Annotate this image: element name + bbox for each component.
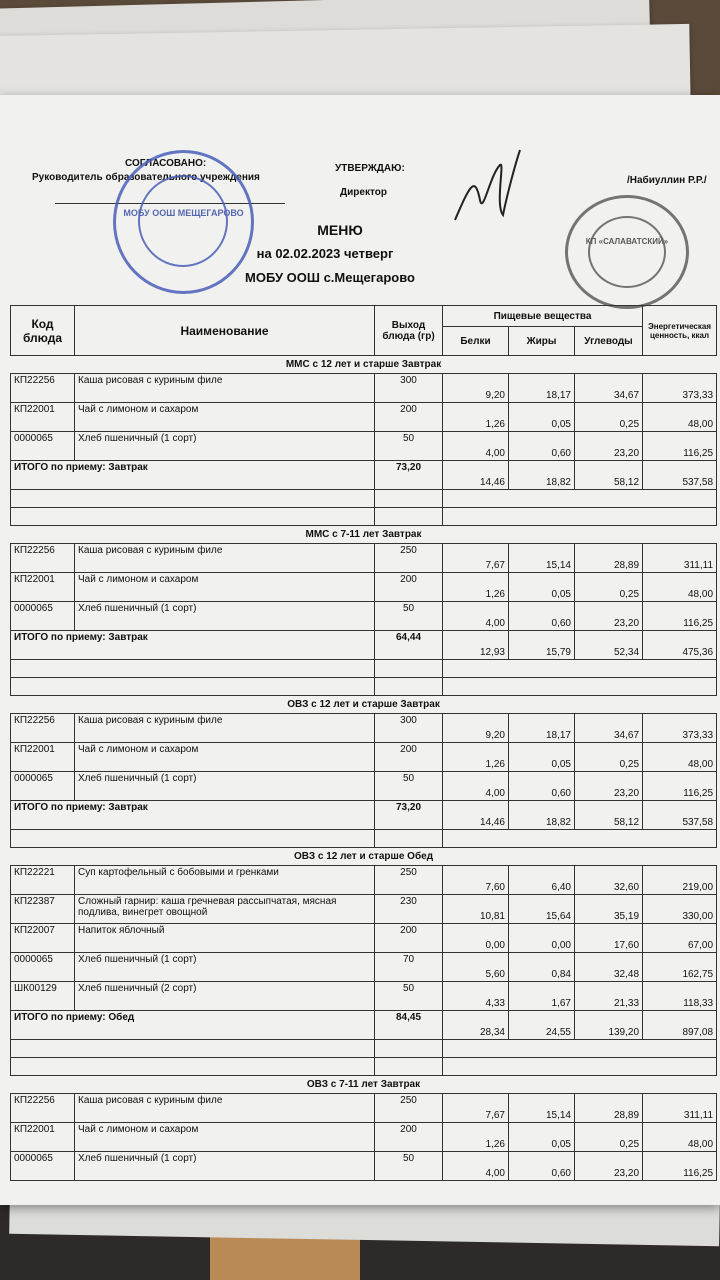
section-title: ОВЗ с 12 лет и старше Обед	[11, 848, 717, 866]
col-nutrients-header: Пищевые вещества	[443, 306, 643, 327]
section-header-row	[11, 696, 717, 714]
dish-name: Суп картофельный с бобовыми и гренками	[75, 866, 375, 895]
total-carbs: 139,20	[575, 1011, 643, 1040]
dish-name: Хлеб пшеничный (1 сорт)	[75, 602, 375, 631]
total-output: 73,20	[375, 801, 443, 830]
dish-energy: 116,25	[643, 772, 717, 801]
total-label: ИТОГО по приему: Завтрак	[11, 801, 375, 830]
dish-code: 0000065	[11, 1152, 75, 1181]
total-protein: 14,46	[443, 801, 509, 830]
table-row	[11, 1123, 717, 1152]
total-row	[11, 801, 717, 830]
supplier-stamp-icon: КП «САЛАВАТСКИЙ»	[565, 195, 689, 309]
dish-energy: 48,00	[643, 403, 717, 432]
total-energy: 537,58	[643, 801, 717, 830]
table-row	[11, 432, 717, 461]
dish-fat: 6,40	[509, 866, 575, 895]
table-row	[11, 544, 717, 573]
section-title: ММС с 7-11 лет Завтрак	[11, 526, 717, 544]
table-row	[11, 953, 717, 982]
dish-carbs: 32,48	[575, 953, 643, 982]
col-energy-header: Энергетическая ценность, ккал	[643, 306, 717, 356]
dish-protein: 10,81	[443, 895, 509, 924]
total-row	[11, 631, 717, 660]
section-header-row	[11, 1076, 717, 1094]
dish-protein: 1,26	[443, 1123, 509, 1152]
dish-carbs: 23,20	[575, 602, 643, 631]
total-fat: 18,82	[509, 801, 575, 830]
school-name: МОБУ ООШ с.Мещегарово	[245, 270, 415, 285]
dish-protein: 0,00	[443, 924, 509, 953]
dish-fat: 0,60	[509, 772, 575, 801]
dish-code: КП22001	[11, 743, 75, 772]
dish-code: 0000065	[11, 953, 75, 982]
agreed-label: СОГЛАСОВАНО:	[125, 158, 207, 169]
dish-carbs: 28,89	[575, 1094, 643, 1123]
dish-protein: 7,60	[443, 866, 509, 895]
dish-code: КП22001	[11, 573, 75, 602]
dish-carbs: 0,25	[575, 573, 643, 602]
dish-name: Сложный гарнир: каша гречневая рассыпчатая, мясная подлива, винегрет овощной	[75, 895, 375, 924]
dish-fat: 15,14	[509, 544, 575, 573]
dish-carbs: 23,20	[575, 432, 643, 461]
dish-name: Чай с лимоном и сахаром	[75, 403, 375, 432]
table-row	[11, 924, 717, 953]
dish-protein: 4,00	[443, 772, 509, 801]
director-name: /Набиуллин Р.Р./	[627, 175, 707, 186]
school-stamp-icon: МОБУ ООШ МЕЩЕГАРОВО	[113, 150, 254, 294]
dish-code: КП22256	[11, 1094, 75, 1123]
col-carbs-header: Углеводы	[575, 327, 643, 356]
dish-energy: 48,00	[643, 573, 717, 602]
dish-fat: 0,05	[509, 403, 575, 432]
total-fat: 15,79	[509, 631, 575, 660]
dish-carbs: 23,20	[575, 772, 643, 801]
dish-output: 300	[375, 714, 443, 743]
dish-output: 70	[375, 953, 443, 982]
blank-row	[11, 490, 717, 508]
dish-energy: 118,33	[643, 982, 717, 1011]
dish-fat: 0,05	[509, 573, 575, 602]
total-output: 64,44	[375, 631, 443, 660]
dish-energy: 48,00	[643, 1123, 717, 1152]
dish-fat: 1,67	[509, 982, 575, 1011]
dish-carbs: 0,25	[575, 403, 643, 432]
table-row	[11, 866, 717, 895]
table-row	[11, 895, 717, 924]
dish-name: Хлеб пшеничный (1 сорт)	[75, 772, 375, 801]
total-energy: 537,58	[643, 461, 717, 490]
dish-fat: 0,60	[509, 432, 575, 461]
table-row	[11, 602, 717, 631]
col-fat-header: Жиры	[509, 327, 575, 356]
total-fat: 18,82	[509, 461, 575, 490]
section-title: ОВЗ с 7-11 лет Завтрак	[11, 1076, 717, 1094]
section-header-row	[11, 848, 717, 866]
dish-output: 200	[375, 924, 443, 953]
dish-protein: 9,20	[443, 714, 509, 743]
dish-energy: 48,00	[643, 743, 717, 772]
col-output-header: Выход блюда (гр)	[375, 306, 443, 356]
dish-protein: 1,26	[443, 573, 509, 602]
dish-output: 250	[375, 1094, 443, 1123]
dish-energy: 116,25	[643, 1152, 717, 1181]
dish-protein: 1,26	[443, 403, 509, 432]
dish-name: Хлеб пшеничный (1 сорт)	[75, 953, 375, 982]
dish-carbs: 0,25	[575, 1123, 643, 1152]
dish-energy: 116,25	[643, 602, 717, 631]
dish-energy: 373,33	[643, 714, 717, 743]
dish-code: 0000065	[11, 772, 75, 801]
dish-protein: 4,00	[443, 602, 509, 631]
dish-name: Чай с лимоном и сахаром	[75, 743, 375, 772]
blank-row	[11, 1058, 717, 1076]
blank-row	[11, 830, 717, 848]
dish-output: 250	[375, 544, 443, 573]
total-energy: 897,08	[643, 1011, 717, 1040]
dish-fat: 0,00	[509, 924, 575, 953]
total-carbs: 58,12	[575, 461, 643, 490]
dish-carbs: 35,19	[575, 895, 643, 924]
dish-code: КП22001	[11, 403, 75, 432]
dish-name: Каша рисовая с куриным филе	[75, 714, 375, 743]
table-row	[11, 743, 717, 772]
dish-protein: 4,33	[443, 982, 509, 1011]
dish-code: КП22387	[11, 895, 75, 924]
dish-energy: 219,00	[643, 866, 717, 895]
total-output: 84,45	[375, 1011, 443, 1040]
dish-code: КП22256	[11, 374, 75, 403]
blank-row	[11, 660, 717, 678]
dish-energy: 311,11	[643, 1094, 717, 1123]
dish-fat: 0,60	[509, 1152, 575, 1181]
dish-name: Чай с лимоном и сахаром	[75, 573, 375, 602]
dish-name: Хлеб пшеничный (1 сорт)	[75, 432, 375, 461]
dish-energy: 162,75	[643, 953, 717, 982]
dish-energy: 311,11	[643, 544, 717, 573]
section-header-row	[11, 526, 717, 544]
dish-output: 50	[375, 982, 443, 1011]
dish-name: Каша рисовая с куриным филе	[75, 374, 375, 403]
dish-code: 0000065	[11, 432, 75, 461]
dish-protein: 1,26	[443, 743, 509, 772]
dish-fat: 15,64	[509, 895, 575, 924]
total-fat: 24,55	[509, 1011, 575, 1040]
dish-code: 0000065	[11, 602, 75, 631]
dish-fat: 0,05	[509, 1123, 575, 1152]
director-label: Директор	[340, 187, 387, 198]
dish-fat: 15,14	[509, 1094, 575, 1123]
agreed-by-label: Руководитель образовательного учреждения	[32, 172, 260, 183]
total-carbs: 58,12	[575, 801, 643, 830]
dish-carbs: 21,33	[575, 982, 643, 1011]
dish-code: КП22221	[11, 866, 75, 895]
table-row	[11, 982, 717, 1011]
total-output: 73,20	[375, 461, 443, 490]
dish-output: 230	[375, 895, 443, 924]
total-row	[11, 1011, 717, 1040]
blank-row	[11, 678, 717, 696]
dish-output: 50	[375, 602, 443, 631]
dish-carbs: 34,67	[575, 374, 643, 403]
dish-output: 250	[375, 866, 443, 895]
dish-output: 200	[375, 403, 443, 432]
total-protein: 28,34	[443, 1011, 509, 1040]
col-protein-header: Белки	[443, 327, 509, 356]
menu-table	[10, 305, 716, 1181]
dish-energy: 330,00	[643, 895, 717, 924]
total-carbs: 52,34	[575, 631, 643, 660]
dish-protein: 7,67	[443, 544, 509, 573]
dish-name: Чай с лимоном и сахаром	[75, 1123, 375, 1152]
dish-protein: 4,00	[443, 1152, 509, 1181]
dish-carbs: 32,60	[575, 866, 643, 895]
dish-output: 200	[375, 573, 443, 602]
dish-energy: 373,33	[643, 374, 717, 403]
menu-title: МЕНЮ	[317, 222, 363, 238]
section-title: ММС с 12 лет и старше Завтрак	[11, 356, 717, 374]
approved-label: УТВЕРЖДАЮ:	[335, 163, 405, 174]
dish-carbs: 34,67	[575, 714, 643, 743]
section-header-row	[11, 356, 717, 374]
dish-code: КП22256	[11, 714, 75, 743]
dish-output: 50	[375, 1152, 443, 1181]
total-label: ИТОГО по приему: Завтрак	[11, 631, 375, 660]
table-row	[11, 1152, 717, 1181]
dish-name: Хлеб пшеничный (1 сорт)	[75, 1152, 375, 1181]
dish-protein: 7,67	[443, 1094, 509, 1123]
dish-output: 50	[375, 772, 443, 801]
dish-output: 200	[375, 743, 443, 772]
blank-row	[11, 508, 717, 526]
table-row	[11, 1094, 717, 1123]
dish-carbs: 17,60	[575, 924, 643, 953]
dish-name: Хлеб пшеничный (2 сорт)	[75, 982, 375, 1011]
dish-fat: 0,84	[509, 953, 575, 982]
menu-table-body	[11, 356, 717, 1181]
total-energy: 475,36	[643, 631, 717, 660]
dish-code: КП22001	[11, 1123, 75, 1152]
dish-output: 300	[375, 374, 443, 403]
section-title: ОВЗ с 12 лет и старше Завтрак	[11, 696, 717, 714]
total-row	[11, 461, 717, 490]
total-protein: 12,93	[443, 631, 509, 660]
table-row	[11, 374, 717, 403]
dish-energy: 67,00	[643, 924, 717, 953]
dish-code: ШК00129	[11, 982, 75, 1011]
dish-protein: 5,60	[443, 953, 509, 982]
dish-name: Напиток яблочный	[75, 924, 375, 953]
dish-code: КП22007	[11, 924, 75, 953]
total-label: ИТОГО по приему: Обед	[11, 1011, 375, 1040]
total-label: ИТОГО по приему: Завтрак	[11, 461, 375, 490]
table-row	[11, 772, 717, 801]
dish-carbs: 28,89	[575, 544, 643, 573]
dish-protein: 9,20	[443, 374, 509, 403]
signature-icon	[445, 145, 525, 235]
col-name-header: Наименование	[75, 306, 375, 356]
dish-fat: 0,60	[509, 602, 575, 631]
dish-output: 200	[375, 1123, 443, 1152]
dish-fat: 18,17	[509, 714, 575, 743]
table-row	[11, 403, 717, 432]
dish-energy: 116,25	[643, 432, 717, 461]
dish-output: 50	[375, 432, 443, 461]
menu-date: на 02.02.2023 четверг	[256, 246, 394, 261]
dish-carbs: 0,25	[575, 743, 643, 772]
table-row	[11, 714, 717, 743]
total-protein: 14,46	[443, 461, 509, 490]
dish-name: Каша рисовая с куриным филе	[75, 544, 375, 573]
dish-name: Каша рисовая с куриным филе	[75, 1094, 375, 1123]
dish-protein: 4,00	[443, 432, 509, 461]
col-code-header: Код блюда	[11, 306, 75, 356]
table-row	[11, 573, 717, 602]
dish-carbs: 23,20	[575, 1152, 643, 1181]
dish-fat: 0,05	[509, 743, 575, 772]
dish-code: КП22256	[11, 544, 75, 573]
dish-fat: 18,17	[509, 374, 575, 403]
blank-row	[11, 1040, 717, 1058]
